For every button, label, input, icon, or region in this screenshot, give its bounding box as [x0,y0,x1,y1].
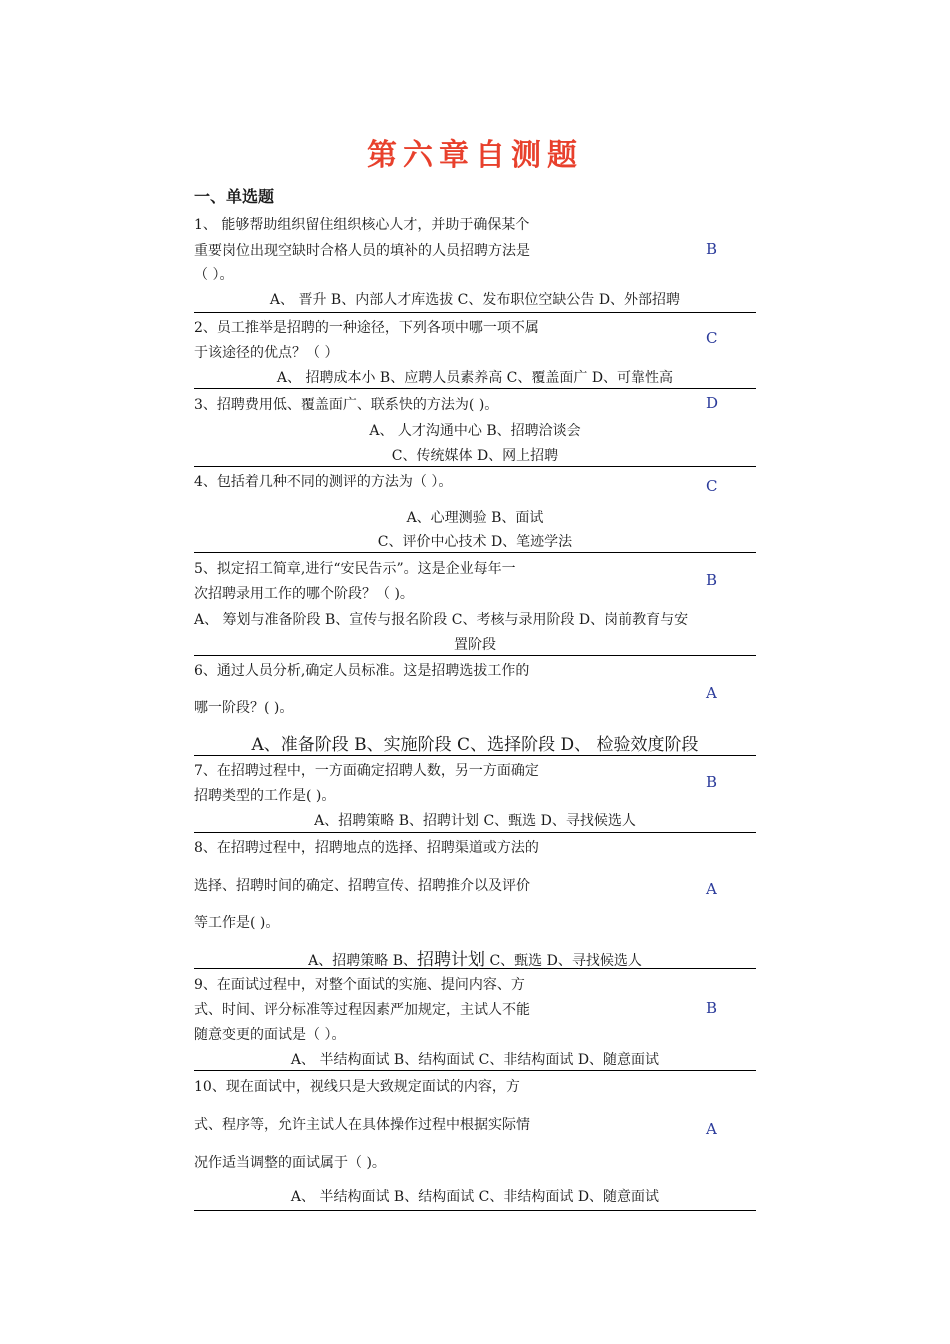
question-7 [194,755,756,833]
option-text: A、招聘策略 B、 [308,953,417,969]
question-text: 式、程序等，允许主试人在具体操作过程中根据实际情 [194,1117,530,1133]
section-heading: 一、单选题 [194,187,275,206]
question-text: 哪一阶段？( )。 [194,700,294,716]
question-options: C、评价中心技术 D、笔迹学法 [377,534,573,550]
question-text: 招聘类型的工作是( )。 [194,788,336,804]
answer-letter: B [706,571,718,589]
question-text: 4、包括着几种不同的测评的方法为（ ）。 [194,474,453,490]
question-options: A、准备阶段 B、实施阶段 C、选择阶段 D、 检验效度阶段 [251,735,699,755]
question-text: 3、招聘费用低、覆盖面广、联系快的方法为( )。 [194,397,499,413]
question-text: 重要岗位出现空缺时合格人员的填补的人员招聘方法是 [194,243,530,259]
answer-letter: D [706,394,719,412]
question-options: A、招聘策略 B、招聘计划 C、甄选 D、寻找候选人 [314,813,636,829]
question-text: 10、现在面试中，视线只是大致规定面试的内容，方 [194,1079,520,1095]
question-text: 5、拟定招工简章,进行“安民告示”。这是企业每年一 [194,561,516,577]
question-text: 随意变更的面试是（ ）。 [194,1027,346,1043]
answer-letter: B [706,773,718,791]
question-text: 9、在面试过程中，对整个面试的实施、提问内容、方 [194,977,525,993]
question-text: 6、通过人员分析,确定人员标准。这是招聘选拔工作的 [194,663,530,679]
question-9 [194,968,756,1071]
answer-letter: C [706,477,718,495]
question-options: A、 招聘成本小 B、应聘人员素养高 C、覆盖面广 D、可靠性高 [276,370,674,386]
question-3 [194,388,756,467]
question-text: 次招聘录用工作的哪个阶段？（ )。 [194,586,414,602]
question-text: 7、在招聘过程中，一方面确定招聘人数，另一方面确定 [194,763,539,779]
option-text-emphasis: 招聘计划 [417,950,485,970]
question-5 [194,552,756,656]
question-text: 8、在招聘过程中，招聘地点的选择、招聘渠道或方法的 [194,840,539,856]
question-options: 置阶段 [454,637,496,653]
question-text: 况作适当调整的面试属于（ )。 [194,1155,386,1171]
page-title: 第六章自测题 [367,138,583,173]
answer-letter: B [706,999,718,1017]
question-options: A、心理测验 B、面试 [406,510,544,526]
question-text: （ ）。 [194,267,234,283]
question-text: 选择、招聘时间的确定、招聘宣传、招聘推介以及评价 [194,878,530,894]
question-options [194,945,756,970]
question-10 [194,1070,756,1211]
question-text: 于该途径的优点？（ ） [194,345,339,361]
answer-letter: A [706,1120,717,1138]
question-text: A、 筹划与准备阶段 B、宣传与报名阶段 C、考核与录用阶段 D、岗前教育与安 [194,612,689,628]
option-text: C、甄选 D、寻找候选人 [485,953,642,969]
question-options: A、 半结构面试 B、结构面试 C、非结构面试 D、随意面试 [290,1052,660,1068]
answer-letter: C [706,329,718,347]
question-options: C、传统媒体 D、网上招聘 [391,448,559,464]
question-text: 等工作是( )。 [194,915,280,931]
question-options: A、 半结构面试 B、结构面试 C、非结构面试 D、随意面试 [290,1189,660,1205]
answer-letter: A [706,684,717,702]
question-8 [194,832,756,969]
answer-letter: B [706,240,718,258]
question-options: A、 晋升 B、内部人才库选拔 C、发布职位空缺公告 D、外部招聘 [269,292,681,308]
answer-letter: A [706,880,717,898]
question-2 [194,312,756,389]
question-1 [194,212,756,313]
question-6 [194,655,756,756]
question-4 [194,466,756,553]
question-text: 1、 能够帮助组织留住组织核心人才，并助于确保某个 [194,217,530,233]
question-text: 2、员工推举是招聘的一种途径，下列各项中哪一项不属 [194,320,539,336]
question-options: A、 人才沟通中心 B、招聘洽谈会 [369,423,581,439]
question-text: 式、时间、评分标准等过程因素严加规定，主试人不能 [194,1002,530,1018]
